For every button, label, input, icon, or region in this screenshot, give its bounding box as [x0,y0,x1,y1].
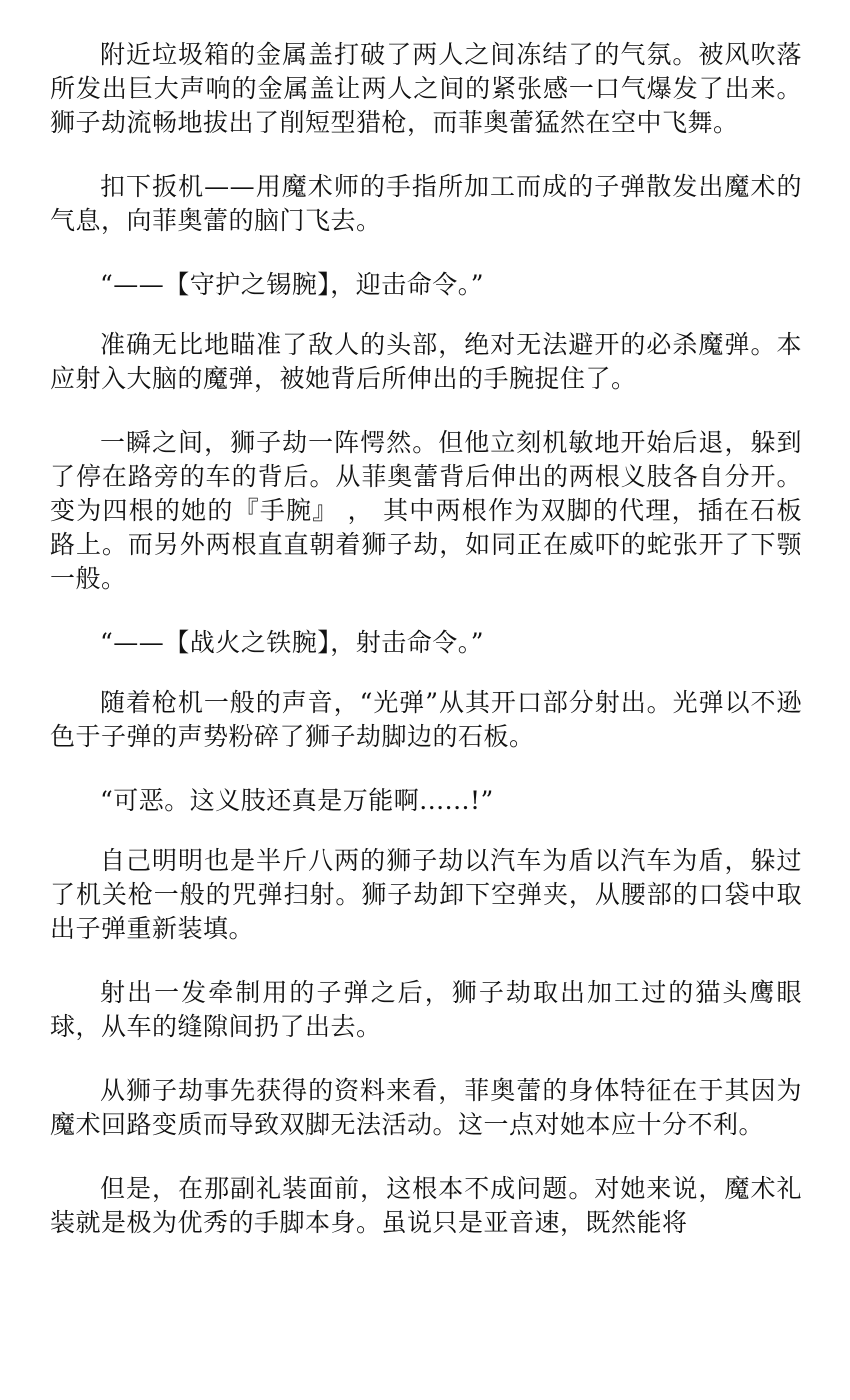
paragraph-8: 从狮子劫事先获得的资料来看，菲奥蕾的身体特征在于其因为魔术回路变质而导致双脚无法活动。这一点对她本应十分不利。 [50,1076,802,1139]
paragraph-5: 随着枪机一般的声音，“光弹”从其开口部分射出。光弹以不逊色于子弹的声势粉碎了狮子劫脚边的石板。 [50,688,802,751]
paragraph-6: 自己明明也是半斤八两的狮子劫以汽车为盾以汽车为盾，躲过了机关枪一般的咒弹扫射。狮子劫卸下空弹夹，从腰部的口袋中取出子弹重新装填。 [50,846,802,943]
dialogue-line-2: “——【战火之铁腕】，射击命令。” [100,628,485,657]
dialogue-line-1: “——【守护之锡腕】，迎击命令。” [100,270,485,299]
paragraph-4: 一瞬之间，狮子劫一阵愕然。但他立刻机敏地开始后退，躲到了停在路旁的车的背后。从菲奥蕾背后伸出的两根义肢各自分开。变为四根的她的『手腕』 ， 其中两根作为双脚的代理，插在石板路上。而另外两根直直朝着狮子劫，如同正在威吓的蛇张开了下颚一般。 [50,428,802,593]
paragraph-1: 附近垃圾箱的金属盖打破了两人之间冻结了的气氛。被风吹落所发出巨大声响的金属盖让两人之间的紧张感一口气爆发了出来。狮子劫流畅地拔出了削短型猎枪，而菲奥蕾猛然在空中飞舞。 [50,40,802,137]
dialogue-line-3: “可恶。这义肢还真是万能啊......!” [100,786,494,815]
paragraph-9: 但是，在那副礼装面前，这根本不成问题。对她来说，魔术礼装就是极为优秀的手脚本身。虽说只是亚音速，既然能将 [50,1174,802,1237]
paragraph-3: 准确无比地瞄准了敌人的头部，绝对无法避开的必杀魔弹。本应射入大脑的魔弹，被她背后所伸出的手腕捉住了。 [50,330,802,393]
paragraph-7: 射出一发牵制用的子弹之后，狮子劫取出加工过的猫头鹰眼球，从车的缝隙间扔了出去。 [50,978,802,1041]
document-page [50,38,802,1270]
paragraph-2: 扣下扳机——用魔术师的手指所加工而成的子弹散发出魔术的气息，向菲奥蕾的脑门飞去。 [50,172,802,235]
